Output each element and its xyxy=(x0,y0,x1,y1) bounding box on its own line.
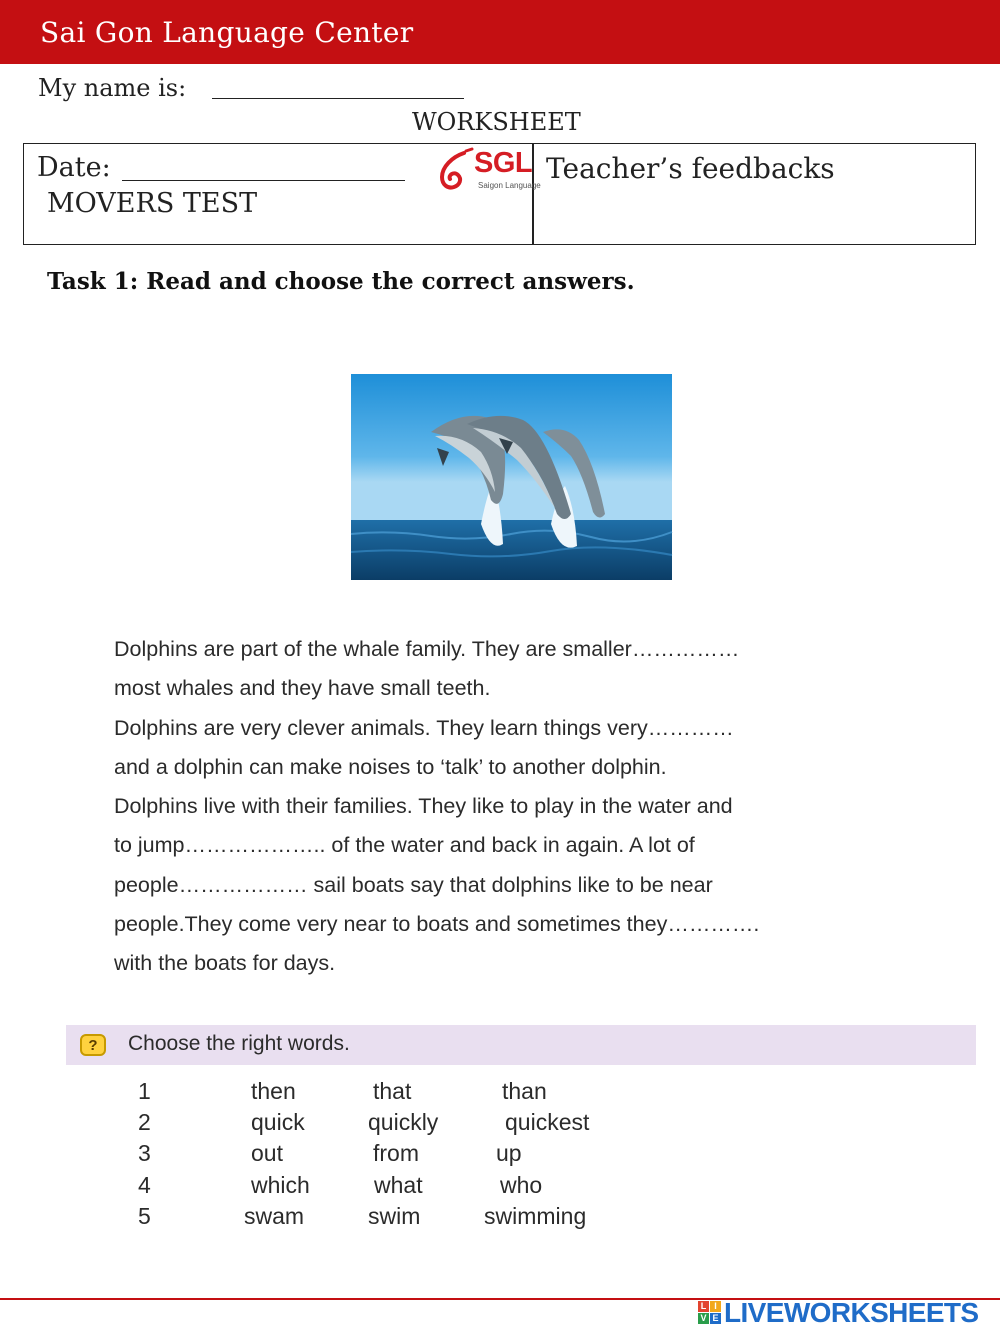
question-number: 2 xyxy=(138,1109,151,1135)
name-field[interactable] xyxy=(212,98,464,99)
passage-line: people……………… sail boats say that dolphins like to be near xyxy=(114,872,713,897)
passage-line: Dolphins are very clever animals. They learn things very………… xyxy=(114,715,734,740)
question-number: 3 xyxy=(138,1140,151,1166)
question-icon: ? xyxy=(80,1034,106,1056)
badge-letter: I xyxy=(710,1301,721,1312)
instruction-text: Choose the right words. xyxy=(128,1032,350,1055)
choice-option[interactable]: than xyxy=(502,1078,547,1104)
question-number: 1 xyxy=(138,1078,151,1104)
center-title: Sai Gon Language Center xyxy=(40,16,414,49)
choice-option[interactable]: quickest xyxy=(505,1109,590,1135)
choice-option[interactable]: who xyxy=(500,1172,543,1198)
choice-option[interactable]: swimming xyxy=(484,1203,587,1229)
choice-option[interactable]: quickly xyxy=(368,1109,439,1135)
passage-line: people.They come very near to boats and sometimes they…………. xyxy=(114,912,760,937)
choice-option[interactable]: that xyxy=(373,1078,412,1104)
choice-option[interactable]: what xyxy=(374,1172,423,1198)
badge-letter: V xyxy=(698,1313,709,1324)
task-title: Task 1: Read and choose the correct answers. xyxy=(47,268,635,295)
info-divider xyxy=(532,143,534,245)
worksheet-label: WORKSHEET xyxy=(412,108,581,136)
question-number: 5 xyxy=(138,1203,151,1229)
choice-option[interactable]: from xyxy=(373,1140,419,1166)
choice-option[interactable]: then xyxy=(251,1078,296,1104)
choice-option[interactable]: out xyxy=(251,1140,283,1166)
sgl-logo xyxy=(436,147,541,195)
passage-line: Dolphins live with their families. They like to play in the water and xyxy=(114,794,733,819)
reading-passage xyxy=(114,633,974,987)
passage-line: most whales and they have small teeth. xyxy=(114,676,491,701)
choice-option[interactable]: swim xyxy=(368,1203,421,1229)
passage-line: to jump……………….. of the water and back in again. A lot of xyxy=(114,833,695,858)
date-field[interactable] xyxy=(122,180,405,181)
question-number: 4 xyxy=(138,1172,151,1198)
choice-option[interactable]: which xyxy=(251,1172,310,1198)
logo-text: SGL xyxy=(474,147,533,179)
dolphins-photo xyxy=(351,374,672,580)
choice-option[interactable]: up xyxy=(496,1140,522,1166)
badge-letter: E xyxy=(710,1313,721,1324)
passage-line: with the boats for days. xyxy=(114,951,336,976)
passage-line: Dolphins are part of the whale family. They are smaller…………… xyxy=(114,637,740,661)
liveworksheets-logo-icon xyxy=(698,1301,722,1325)
passage-line: and a dolphin can make noises to ‘talk’ to another dolphin. xyxy=(114,754,667,779)
name-label: My name is: xyxy=(38,74,187,102)
date-label: Date: xyxy=(37,152,111,183)
sgl-swoosh-icon xyxy=(436,149,476,193)
logo-subtext: Saigon Language xyxy=(478,181,541,190)
test-label: MOVERS TEST xyxy=(47,188,258,219)
choice-option[interactable]: quick xyxy=(251,1109,305,1135)
badge-letter: L xyxy=(698,1301,709,1312)
liveworksheets-brand[interactable]: LIVEWORKSHEETS xyxy=(724,1297,979,1328)
choice-option[interactable]: swam xyxy=(244,1203,305,1229)
teacher-feedback-label: Teacher’s feedbacks xyxy=(546,152,835,185)
